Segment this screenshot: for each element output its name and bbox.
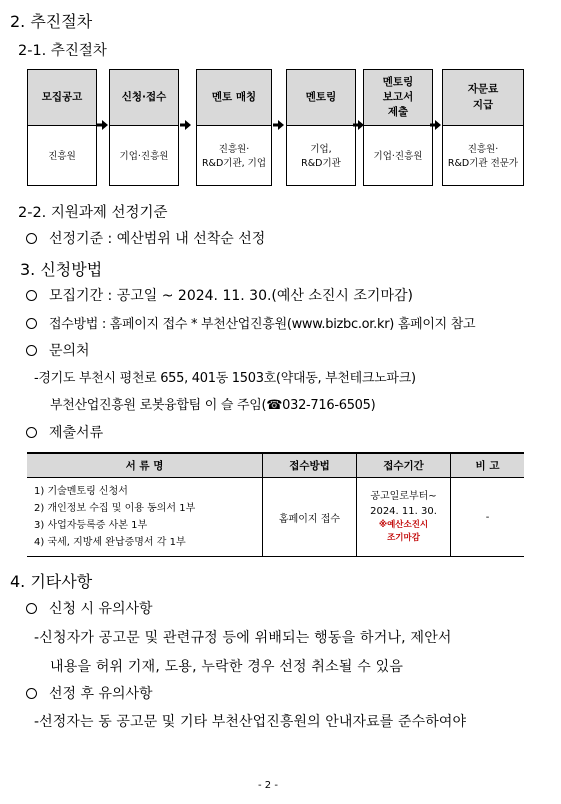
period-cell <box>357 478 451 557</box>
circle-bullet-icon <box>26 318 37 329</box>
remark-cell: - <box>451 478 525 557</box>
list-item: 4) 국세, 지방세 완납증명서 각 1부 <box>34 537 186 549</box>
caution-2-label: 선정 후 유의사항 <box>49 686 153 702</box>
col-header-remark: 비 고 <box>451 454 525 478</box>
list-item: 2) 개인정보 수집 및 이용 동의서 1부 <box>34 502 196 514</box>
circle-bullet-icon <box>26 345 37 356</box>
circle-bullet-icon <box>26 427 37 438</box>
col-header-method: 접수방법 <box>263 454 357 478</box>
period-note-1: ※예산소진시 <box>378 520 429 531</box>
flow-step-body: 진흥원· R&D기관, 기업 <box>201 143 267 169</box>
section-2-2-title: 2-2. 지원과제 선정기준 <box>18 205 168 221</box>
flow-step-head: 멘토 매칭 <box>197 70 271 126</box>
caution-2-line-1: -선정자는 동 공고문 및 기타 부천산업진흥원의 안내자료를 준수하여야 <box>34 714 467 730</box>
list-item: 3) 사업자등록증 사본 1부 <box>34 520 148 531</box>
criteria-item <box>26 228 265 248</box>
caution-2-item <box>26 683 153 703</box>
section-4-title: 4. 기타사항 <box>10 572 93 591</box>
flow-step-head: 멘토링 보고서 제출 <box>364 70 432 126</box>
doc-list <box>28 483 261 552</box>
caution-1-item <box>26 598 153 618</box>
flow-step-5 <box>363 69 433 186</box>
flow-step-6 <box>442 69 524 186</box>
arrow-right-icon <box>97 120 108 130</box>
method-text: 접수방법 : 홈페이지 접수 * 부천산업진흥원(www.bizbc.or.kr) 홈페이지 참고 <box>49 317 476 332</box>
inquiry-contact: 부천산업진흥원 로봇융합팀 이 슬 주임(☎032-716-6505) <box>50 398 376 413</box>
docs-item <box>26 422 103 442</box>
caution-1-line-2: 내용을 허위 기재, 도용, 누락한 경우 선정 취소될 수 있음 <box>50 659 404 675</box>
flow-step-2 <box>109 69 179 186</box>
period-line-1: 공고일로부터~ <box>370 491 437 503</box>
col-header-period: 접수기간 <box>357 454 451 478</box>
inquiry-address: -경기도 부천시 평천로 655, 401동 1503호(약대동, 부천테크노파크) <box>34 371 416 386</box>
arrow-right-icon <box>273 120 284 130</box>
flow-step-head: 멘토링 <box>287 70 355 126</box>
flow-step-1 <box>27 69 97 186</box>
circle-bullet-icon <box>26 233 37 244</box>
period-note-2: 조기마감 <box>387 533 420 543</box>
section-2-title: 2. 추진절차 <box>10 12 93 31</box>
criteria-text: 선정기준 : 예산범위 내 선착순 선정 <box>49 231 266 247</box>
caution-1-label: 신청 시 유의사항 <box>49 601 153 617</box>
documents-table <box>27 453 524 557</box>
section-3-title: 3. 신청방법 <box>20 260 103 279</box>
flow-step-head: 모집공고 <box>28 70 96 126</box>
period-text: 모집기간 : 공고일 ~ 2024. 11. 30.(예산 소진시 조기마감) <box>49 288 413 304</box>
table-row <box>27 478 524 557</box>
inquiry-item <box>26 340 90 360</box>
circle-bullet-icon <box>26 688 37 699</box>
arrow-right-icon <box>180 120 191 130</box>
page-number: - 2 - <box>258 780 278 791</box>
section-2-1-title: 2-1. 추진절차 <box>18 43 107 59</box>
flow-step-body: 기업·진흥원 <box>373 150 423 162</box>
col-header-doc-name: 서 류 명 <box>27 454 263 478</box>
inquiry-label: 문의처 <box>49 343 90 359</box>
caution-1-line-1: -신청자가 공고문 및 관련규정 등에 위배되는 행동을 하거나, 제안서 <box>34 630 452 646</box>
flow-step-4 <box>286 69 356 186</box>
flow-step-head: 자문료 지급 <box>443 70 523 126</box>
method-cell: 홈페이지 접수 <box>263 478 357 557</box>
doc-list-cell <box>27 478 263 557</box>
table-header-row <box>27 454 524 478</box>
flow-step-body: 진흥원· R&D기관 전문가 <box>447 143 519 169</box>
flow-step-body: 기업·진흥원 <box>119 150 169 162</box>
flow-step-3 <box>196 69 272 186</box>
period-item <box>26 285 413 305</box>
list-item: 1) 기술멘토링 신청서 <box>34 485 128 497</box>
circle-bullet-icon <box>26 290 37 301</box>
arrow-right-icon <box>430 120 441 130</box>
method-item <box>26 313 475 332</box>
flow-step-body: 기업, R&D기관 <box>301 143 341 169</box>
flow-step-head: 신청·접수 <box>110 70 178 126</box>
flow-step-body: 진흥원 <box>48 150 76 162</box>
circle-bullet-icon <box>26 603 37 614</box>
docs-label: 제출서류 <box>49 425 104 441</box>
period-line-2: 2024. 11. 30. <box>370 506 437 518</box>
